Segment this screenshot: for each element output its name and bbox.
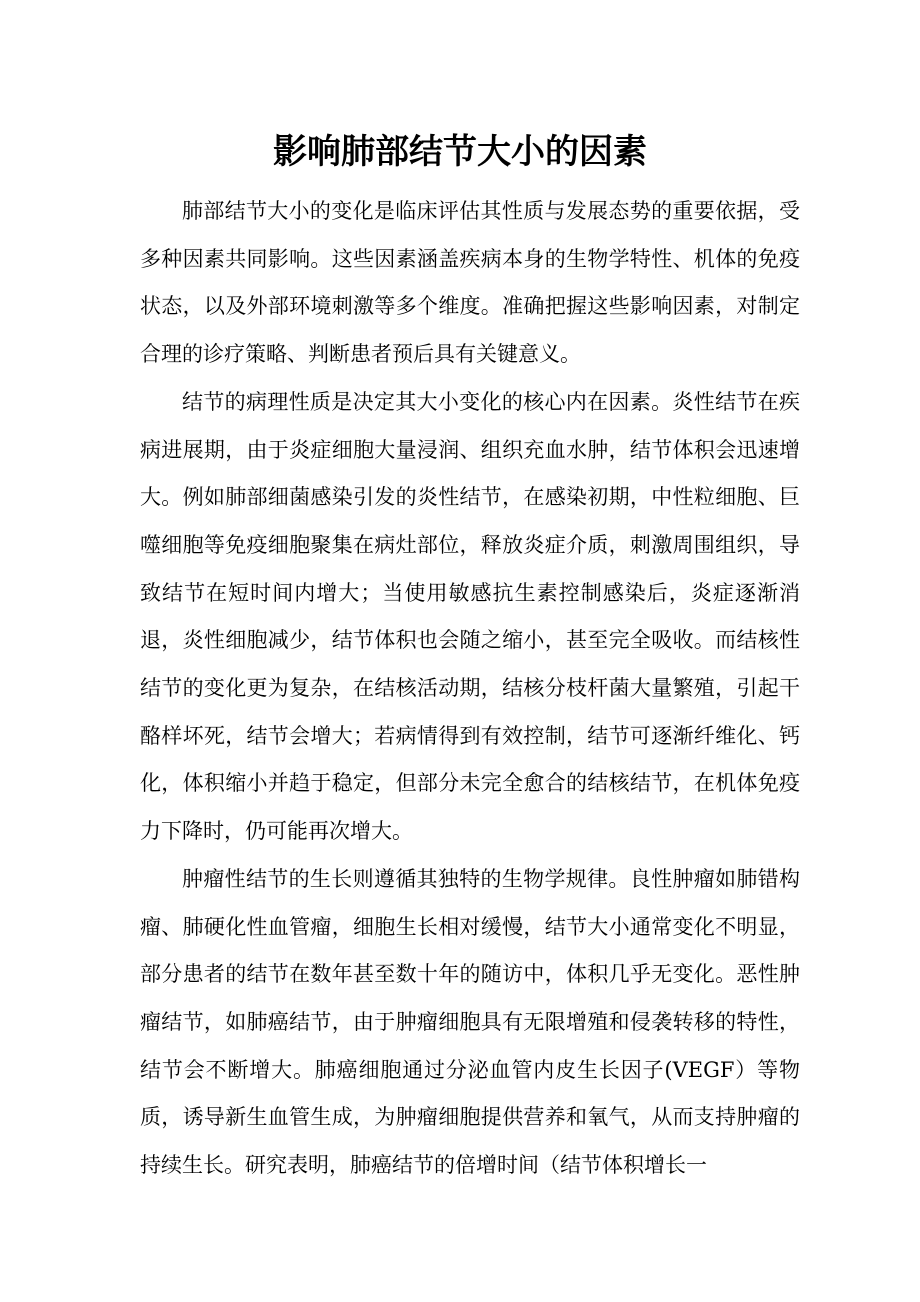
paragraph-pathology: 结节的病理性质是决定其大小变化的核心内在因素。炎性结节在疾病进展期，由于炎症细胞大量浸润、组织充血水肿，结节体积会迅速增大。例如肺部细菌感染引发的炎性结节，在感染初期，中性粒细胞、巨噬细胞等免疫细胞聚集在病灶部位，释放炎症介质，刺激周围组织，导致结节在短时间内增大；当使用敏感抗生素控制感染后，炎症逐渐消退，炎性细胞减少，结节体积也会随之缩小，甚至完全吸收。而结核性结节的变化更为复杂，在结核活动期，结核分枝杆菌大量繁殖，引起干酪样坏死，结节会增大；若病情得到有效控制，结节可逐渐纤维化、钙化，体积缩小并趋于稳定，但部分未完全愈合的结核结节，在机体免疫力下降时，仍可能再次增大。 (140, 389, 800, 844)
paragraph-intro: 肺部结节大小的变化是临床评估其性质与发展态势的重要依据，受多种因素共同影响。这些因素涵盖疾病本身的生物学特性、机体的免疫状态，以及外部环境刺激等多个维度。准确把握这些影响因素，对制定合理的诊疗策略、判断患者预后具有关键意义。 (140, 199, 800, 367)
document-body (140, 188, 800, 1190)
document-title: 影响肺部结节大小的因素 (273, 132, 647, 172)
paragraph-tumor: 肿瘤性结节的生长则遵循其独特的生物学规律。良性肿瘤如肺错构瘤、肺硬化性血管瘤，细胞生长相对缓慢，结节大小通常变化不明显，部分患者的结节在数年甚至数十年的随访中，体积几乎无变化。恶性肿瘤结节，如肺癌结节，由于肿瘤细胞具有无限增殖和侵袭转移的特性，结节会不断增大。肺癌细胞通过分泌血管内皮生长因子(VEGF）等物质，诱导新生血管生成，为肿瘤细胞提供营养和氧气，从而支持肿瘤的持续生长。研究表明，肺癌结节的倍增时间（结节体积增长一 (140, 866, 800, 1178)
